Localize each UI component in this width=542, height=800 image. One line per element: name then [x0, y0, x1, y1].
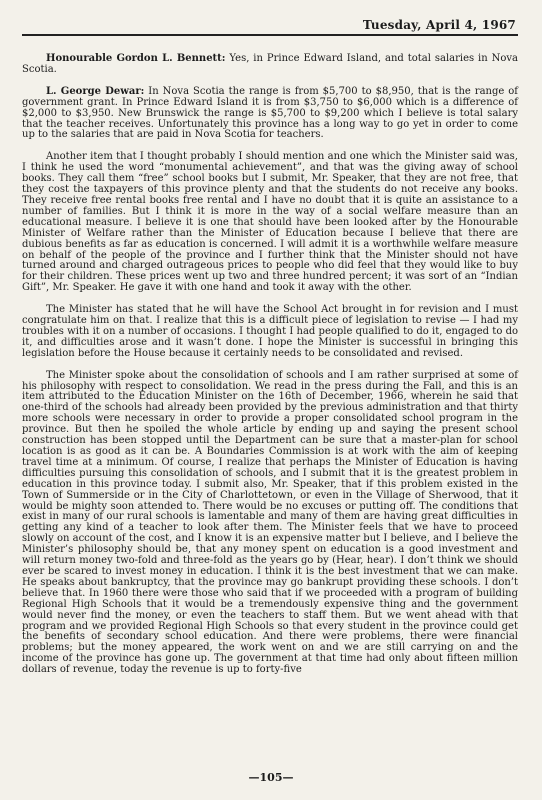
header-rule: [22, 34, 518, 36]
paragraph-text: The Minister has stated that he will have the School Act brought in for revision and I must congratulate him on that. I realize that this is a difficult piece of legislation to revise — I had my troubles with it on a number of occasions. I thought I had people qualified to do it, engaged to do it, and difficulties arose and it wasn’t done. I hope the Minister is successful in bringing this legislation before the House because it certainly needs to be consolidated and revised.: [22, 304, 518, 359]
paragraph-text: In Nova Scotia the range is from $5,700 to $8,950, that is the range of government grant. In Prince Edward Island it is from $3,750 to $6,000 which is a difference of $2,000 to $3,950. New Brunswick the range is $5,700 to $9,200 which I believe is total salary that the teacher receives. Unfortunately this province has a long way to go yet in order to come up to the salaries that are paid in Nova Scotia for teachers.: [22, 85, 518, 141]
speaker-name: Honourable Gordon L. Bennett:: [46, 53, 226, 64]
page-header-date: Tuesday, April 4, 1967: [362, 18, 516, 32]
paragraph-consolidation: [22, 371, 518, 676]
page-number: —105—: [248, 771, 294, 784]
paragraph-dewar: [22, 87, 518, 142]
body-text: [22, 54, 518, 676]
paragraph-text: Another item that I thought probably I should mention and one which the Minister said was, I think he used the word “monumental achievement”, and that was the giving away of school books. They call them “free” school books but I submit, Mr. Speaker, that they are not free, that they cost the taxpayers of this province plenty and that the students do not receive any books. They receive free rental books free rental and I have no doubt that it is quite an assistance to a number of families. But I think it is more in the way of a social welfare measure than an educational measure. I believe it is one that should have been looked after by the Honourable Minister of Welfare rather than the Minister of Education because I believe that there are dubious benefits as far as education is concerned. I will admit it is a worthwhile welfare measure on behalf of the people of the province and I further think that the Minister should not have turned around and charged outrageous prices to people who did feel that they would like to buy for their children. These prices went up two and three hundred percent; it was sort of an “Indian Gift”, Mr. Speaker. He gave it with one hand and took it away with the other.: [22, 151, 518, 294]
speaker-name: L. George Dewar:: [46, 85, 145, 97]
paragraph-bennett: [22, 54, 518, 76]
paragraph-school-act: [22, 305, 518, 360]
paragraph-text: The Minister spoke about the consolidation of schools and I am rather surprised at some of his philosophy with respect to consolidation. We read in the press during the Fall, and this is an item attributed to the Education Minister on the 16th of December, 1966, wherein he said that one-third of the schools had already been provided by the previous administration and that thirty more schools were necessary in order to provide a proper consolidated school program in the province. But then he spoiled the whole article by ending up and saying the present school construction has been stopped until the Department can be sure that a master-plan for school location is as good as it can be. A Boundaries Commission is at work with the aim of keeping travel time at a minimum. Of course, I realize that perhaps the Minister of Education is having difficulties pursuing this consolidation of schools, and I submit that it is the greatest problem in education in this province today. I submit also, Mr. Speaker, that if this problem existed in the Town of Summerside or in the City of Charlottetown, or even in the Village of Sherwood, that it would be mighty soon attended to. There would be no excuses or putting off. The conditions that exist in many of our rural schools is lamentable and many of them are having great difficulties in getting any kind of a teacher to look after them. The Minister feels that we have to proceed slowly on account of the cost, and I know it is an expensive matter but I believe, and I believe the Minister’s philosophy should be, that any money spent on education is a good investment and will return money two-fold and three-fold as the years go by (Hear, hear). I don’t think we should ever be scared to invest money in education. I think it is the best investment that we can make. He speaks about bankruptcy, that the province may go bankrupt providing these schools. I don’t believe that. In 1960 there were those who said that if we proceeded with a program of building Regional High Schools that it would be a tremendously expensive thing and the government would never find the money, or even the teachers to staff them. But we went ahead with that program and we provided Regional High Schools so that every student in the province could get the benefits of secondary school education. And there were problems, there were financial problems; but the money appeared, the work went on and we are still carrying on and the income of the province has gone up. The government at that time had only about fifteen million dollars of revenue, today the revenue is up to forty-five: [22, 369, 518, 676]
paragraph-school-books: [22, 152, 518, 294]
paragraph-text: Yes, in Prince Edward Island, and total salaries in Nova Scotia.: [22, 53, 519, 75]
